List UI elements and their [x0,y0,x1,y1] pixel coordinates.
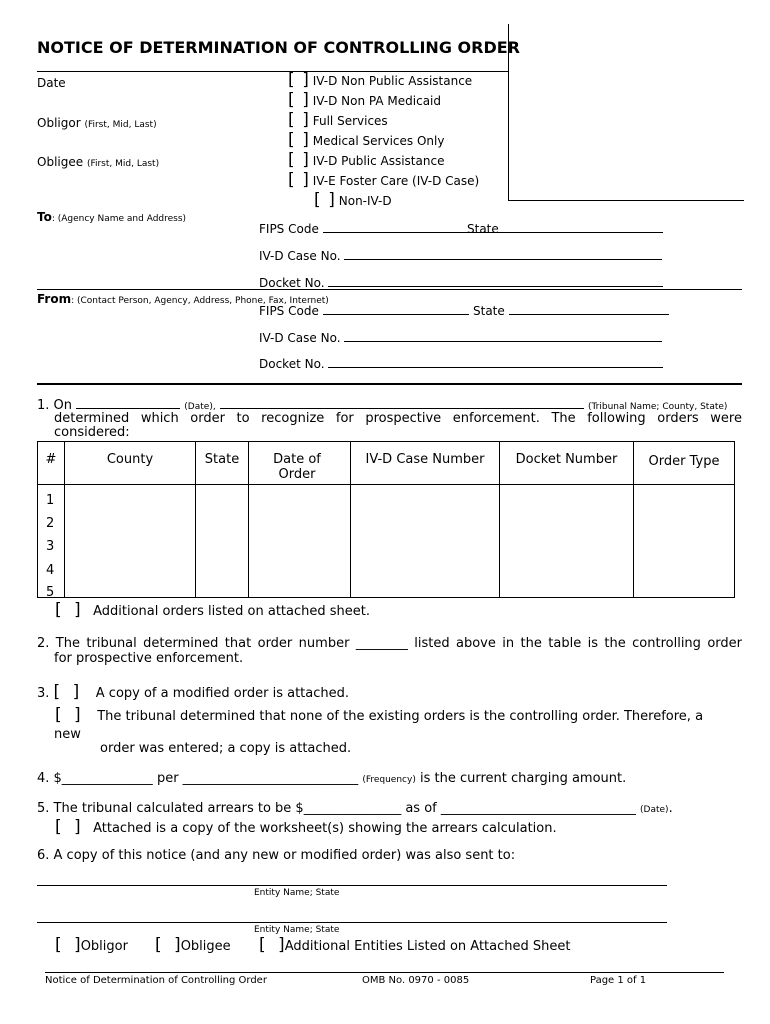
item5-line[interactable]: 5. The tribunal calculated arrears to be $_______________ as of ______________________________ (Date). [37,801,673,816]
entity-hint: Entity Name; State [254,925,340,935]
entity-line[interactable] [37,922,667,923]
case-type-option[interactable]: [ ] IV-D Public Assistance [288,150,445,170]
footer-page-number: Page 1 of 1 [590,975,647,986]
table-row-number: 3 [46,539,55,554]
from-state-field[interactable]: State [473,304,669,318]
case-type-box-bottom [508,200,744,201]
footer-form-name: Notice of Determination of Controlling Order [45,975,267,986]
obligee-field[interactable] [37,155,159,169]
to-heading: To: (Agency Name and Address) [37,210,187,224]
table-header: State [196,442,249,485]
additional-orders-option[interactable]: [ ] Additional orders listed on attached sheet. [55,600,370,620]
case-type-option[interactable]: [ ] IV-D Non Public Assistance [288,70,473,90]
table-cell[interactable] [634,485,735,598]
section-rule [37,383,742,385]
case-type-option[interactable]: [ ] IV-D Non PA Medicaid [288,90,441,110]
to-fips-field[interactable]: FIPS Code [259,222,520,236]
case-type-box-left [508,24,509,201]
item2-line2: for prospective enforcement. [54,651,244,666]
table-row-number: 4 [46,563,55,578]
case-type-option[interactable]: [ ] IV-E Foster Care (IV-D Case) [288,170,480,190]
item3-option-new[interactable]: [ ] The tribunal determined that none of the existing orders is the controlling order. Therefore, a [55,705,704,725]
obligee-label: Obligee [37,155,84,169]
table-cell[interactable] [196,485,249,598]
entity-hint: Entity Name; State [254,888,340,898]
obligor-label: Obligor [37,116,81,130]
item2-line1: 2. The tribunal determined that order number ________ listed above in the table is the controlling order [37,636,742,651]
table-header: IV-D Case Number [351,442,500,485]
orders-table [37,441,735,598]
table-cell[interactable] [351,485,500,598]
obligee-hint: (First, Mid, Last) [86,159,160,169]
table-header: Order Type [634,442,735,485]
sent-to-obligor-option[interactable]: [ ]Obligor [55,935,128,955]
table-row-number: 2 [46,516,55,531]
item1-line3: considered: [54,425,130,440]
from-docket-field[interactable]: Docket No. [259,357,663,371]
to-docket-field[interactable]: Docket No. [259,276,663,290]
table-header: Date of Order [249,442,351,485]
sent-to-additional-option[interactable]: [ ]Additional Entities Listed on Attached Sheet [259,935,571,955]
item1-line1[interactable]: 1. On (Date), (Tribunal Name; County, State) [37,398,728,413]
from-heading: From: (Contact Person, Agency, Address, Phone, Fax, Internet) [37,292,329,306]
item5-worksheet-option[interactable]: [ ] Attached is a copy of the worksheet(s) showing the arrears calculation. [55,817,557,837]
table-header: Docket Number [500,442,634,485]
table-cell[interactable] [65,485,196,598]
to-state-field[interactable]: State [467,222,663,236]
footer-omb-number: OMB No. 0970 - 0085 [362,975,470,986]
item3-continuation: order was entered; a copy is attached. [100,741,352,756]
item6-line: 6. A copy of this notice (and any new or modified order) was also sent to: [37,848,516,863]
to-case-field[interactable]: IV-D Case No. [259,249,662,263]
page-title: NOTICE OF DETERMINATION OF CONTROLLING ORDER [37,38,520,57]
table-cell[interactable] [500,485,634,598]
sent-to-obligee-option[interactable]: [ ]Obligee [155,935,231,955]
case-type-option[interactable]: [ ] Medical Services Only [288,130,445,150]
entity-line[interactable] [37,885,667,886]
date-label: Date [37,76,66,90]
case-type-option[interactable]: [ ] Non-IV-D [314,190,392,210]
item3-option-modified[interactable]: 3. [ ] A copy of a modified order is attached. [37,682,349,702]
table-row-number: 5 [46,585,55,600]
obligor-field[interactable] [37,116,157,130]
item1-line2: determined which order to recognize for prospective enforcement. The following orders were [54,411,742,426]
footer-rule [45,972,724,973]
case-type-option[interactable]: [ ] Full Services [288,110,388,130]
from-fips-field[interactable]: FIPS Code [259,304,469,318]
from-case-field[interactable]: IV-D Case No. [259,331,662,345]
item4-line[interactable]: 4. $______________ per ___________________________ (Frequency) is the current charging amount. [37,771,627,786]
table-cell[interactable] [249,485,351,598]
obligor-hint: (First, Mid, Last) [84,120,157,130]
section-rule [37,289,742,290]
table-header: County [65,442,196,485]
table-row-number: 1 [46,493,55,508]
item3-new-word: new [54,727,81,742]
table-header: # [38,442,65,485]
